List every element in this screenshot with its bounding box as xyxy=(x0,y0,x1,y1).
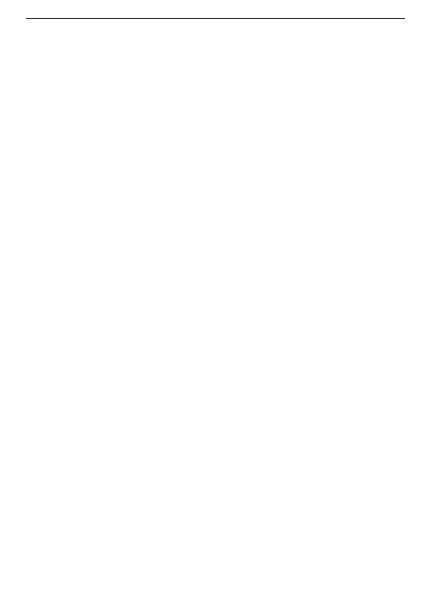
line-info-image xyxy=(121,400,195,431)
header-rule xyxy=(26,18,405,19)
converted-spectrum-image xyxy=(200,346,274,377)
line-info-image xyxy=(200,400,274,431)
line-info-image xyxy=(279,400,353,431)
spectrum-plot xyxy=(158,166,271,243)
spectrum-plot xyxy=(158,86,271,163)
line-info-image xyxy=(42,400,116,431)
spectrum-plot xyxy=(280,166,393,243)
spectrum-plot xyxy=(158,246,271,323)
spectrum-plot xyxy=(280,86,393,163)
spectrum-plot xyxy=(35,86,148,163)
figure2-caption xyxy=(26,326,405,328)
spectrum-plot xyxy=(35,166,148,243)
converted-spectrum-image xyxy=(279,346,353,377)
converted-spectrum-image xyxy=(121,346,195,377)
figure4-caption xyxy=(26,433,405,434)
converted-spectrum-image xyxy=(42,346,116,377)
